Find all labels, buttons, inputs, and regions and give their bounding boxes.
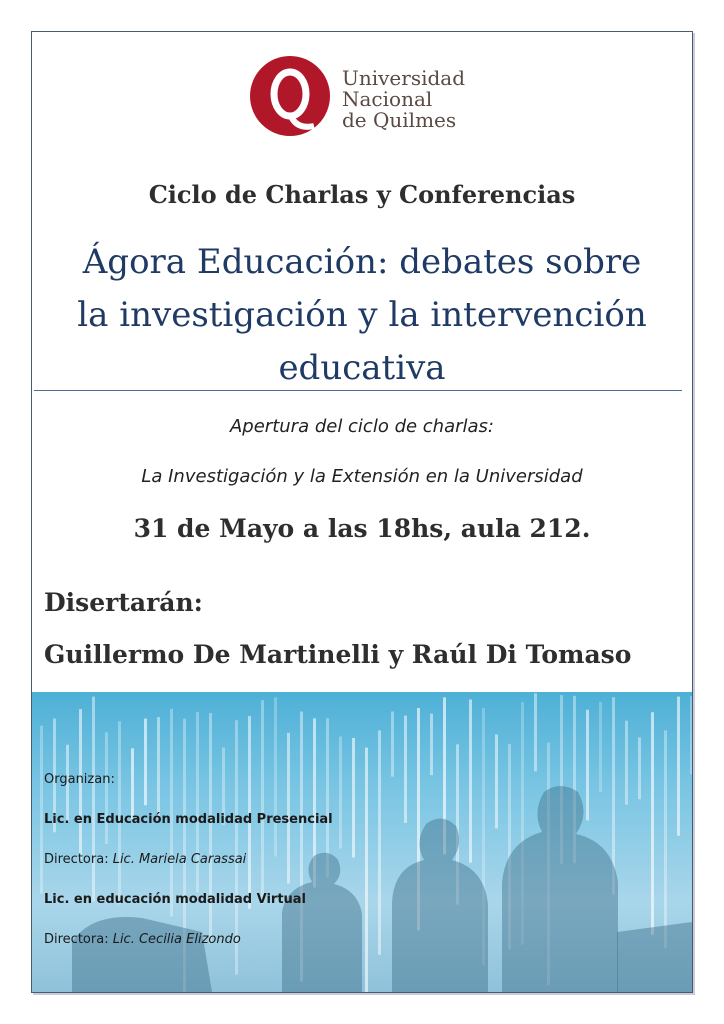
speakers-names: Guillermo De Martinelli y Raúl Di Tomaso (44, 640, 632, 669)
series-title: Ciclo de Charlas y Conferencias (148, 180, 576, 209)
organizers-banner (32, 692, 692, 992)
logo-line-3: de Quilmes (342, 108, 457, 132)
logo-line-1: Universidad (342, 66, 466, 90)
main-title-line-1: Ágora Educación: debates sobre (82, 242, 642, 282)
university-logo (250, 56, 480, 146)
director-2-name: Lic. Cecilia Elizondo (112, 932, 241, 947)
binary-streak (261, 700, 264, 904)
binary-streak (144, 719, 147, 806)
binary-streak (131, 748, 134, 819)
director-1-label: Directora: (44, 852, 113, 867)
binary-streak (651, 712, 654, 935)
title-divider (34, 390, 682, 391)
binary-streak (391, 711, 394, 776)
binary-streak (40, 726, 43, 894)
person-silhouette (392, 818, 488, 992)
binary-streak (638, 737, 641, 799)
binary-streak (404, 716, 407, 823)
binary-streak (339, 737, 342, 849)
opening-label: Apertura del ciclo de charlas: (229, 416, 494, 437)
binary-streak (92, 697, 95, 902)
director-1-name: Lic. Mariela Carassai (112, 852, 247, 867)
binary-streak (599, 702, 602, 792)
director-2 (44, 932, 241, 947)
binary-streak (378, 730, 381, 954)
logo-wordmark (342, 68, 465, 131)
organizers-heading: Organizan: (44, 772, 115, 787)
poster-frame (31, 31, 693, 993)
speakers-heading: Disertarán: (44, 588, 203, 617)
main-title (32, 236, 692, 395)
logo-line-2: Nacional (342, 87, 433, 111)
binary-streak (105, 732, 108, 844)
binary-streak (365, 748, 368, 992)
binary-streak (534, 693, 537, 771)
program-virtual: Lic. en educación modalidad Virtual (44, 892, 307, 907)
binary-streak (469, 700, 472, 863)
person-silhouette (282, 853, 362, 992)
date-place: 31 de Mayo a las 18hs, aula 212. (133, 514, 591, 543)
binary-streak (690, 696, 692, 774)
director-1 (44, 852, 246, 867)
binary-streak (274, 697, 277, 856)
binary-streak (586, 710, 589, 821)
main-title-line-3: educativa (278, 348, 446, 388)
director-2-label: Directora: (44, 932, 113, 947)
binary-streak (625, 721, 628, 805)
binary-code-silhouettes-image (32, 692, 692, 992)
binary-streak (352, 738, 355, 857)
binary-streak (287, 733, 290, 884)
program-presencial: Lic. en Educación modalidad Presencial (44, 812, 333, 827)
binary-streak (677, 697, 680, 836)
binary-streak (664, 730, 667, 948)
person-silhouette (72, 917, 212, 992)
binary-streak (157, 717, 160, 819)
binary-streak (430, 714, 433, 776)
binary-streak (495, 734, 498, 828)
person-silhouette (502, 786, 618, 992)
binary-streak (209, 713, 212, 943)
unq-q-logo-icon (250, 56, 334, 140)
opening-subtitle: La Investigación y la Extensión en la Universidad (141, 466, 583, 487)
main-title-line-2: la investigación y la intervención (77, 295, 647, 335)
person-silhouette (617, 922, 692, 992)
